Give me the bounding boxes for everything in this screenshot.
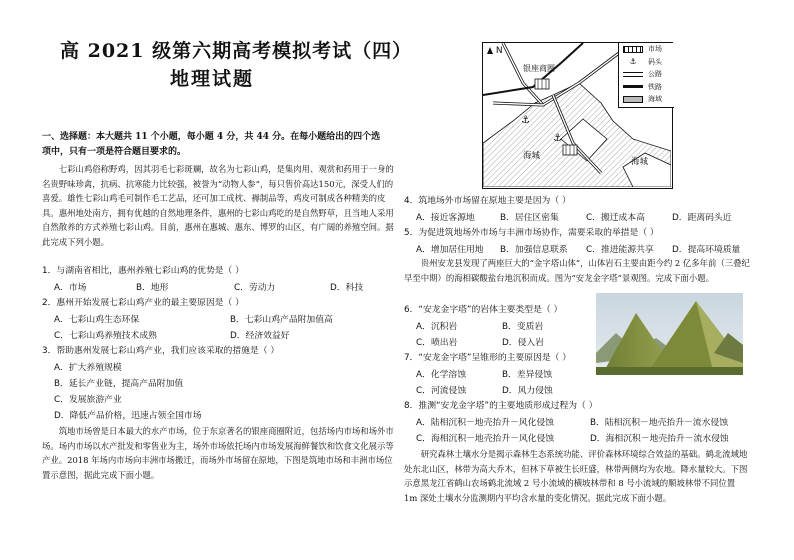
q6-option-a[interactable]: A．沉积岩 (416, 322, 458, 332)
question-8-stem: 8．推测“安龙金字塔”的主要地质形成过程为（ ） (404, 401, 598, 411)
map-label-haicheng-2: 海城 (631, 157, 649, 167)
sea-area-icon (623, 96, 643, 103)
question-7-stem: 7．“安龙金字塔”呈锥形的主要原因是（ ） (404, 353, 572, 363)
question-6-options-row2 (416, 335, 544, 348)
q2-option-b[interactable]: B．七彩山鸡产品附加值高 (230, 315, 333, 325)
q8-option-a[interactable]: A．陆相沉积－地壳抬升－风化侵蚀 (416, 418, 554, 428)
q6-option-d[interactable]: D．侵入岩 (502, 338, 544, 348)
passage-pheasant: 七彩山鸡俗称野鸡，因其羽毛七彩斑斓，故名为七彩山鸡，是集肉用、观赏和药用于一身的名贵野味珍禽，抗病、抗寒能力比较强，被誉为“动物人参”，每只售价高达150元，深受人们的喜爱。雄性七彩山鸡毛可制作毛工艺品，还可加工成枕、褥制品等，鸡皮可制成各种精美的皮具。惠州地处南方，拥有优越的自然地理条件，惠州的七彩山鸡吃的是自然野草，且当地人采用自然散养的方式养殖七彩山鸡。目前，惠州在惠城、惠东、博罗的山区，有广阔的养殖空间。据此完成下列小题。 (42, 164, 394, 247)
question-3-stem: 3．帮助惠州发展七彩山鸡产业，我们应该采取的措施是（ ） (42, 346, 280, 356)
passage-anlong: 贵州安龙县发现了两座巨大的“金字塔山体”，山体岩石主要由距今约 2 亿多年前（三叠纪早至中期）的海相碳酸盐台地沉积而成。图为“安龙金字塔”景观图。完成下面小题。 (404, 258, 750, 283)
passage-forest-soil: 研究森林土壤水分是揭示森林生态系统功能、评价森林环境综合效益的基础。鹤北流域地处东北山区，林带为高大乔木，但林下草被生长旺盛，林带两侧均为农地。降水量较大。下图示意黑龙江省鹤山农场鹤北流域 2 号小流域的横坡林带和 8 号小流域的顺坡林带不同位置 1m 深处土壤水分监测期内平均含水量的变化情况。据此完成下面小题。 (404, 449, 748, 503)
q8-option-c[interactable]: C．海相沉积－地壳抬升－风化侵蚀 (416, 434, 555, 444)
q4-option-c[interactable]: C．搬迁成本高 (586, 213, 645, 223)
question-5-stem: 5．为促进筑地场外市场与丰洲市场协作，需要采取的举措是（ ） (404, 228, 659, 238)
q5-option-c[interactable]: C．推进能源共享 (586, 245, 654, 255)
exam-title: 高 2021 级第六期高考模拟考试（四） (60, 40, 413, 62)
passage-tsukiji: 筑地市场曾是日本最大的水产市场，位于东京著名的银座商圈附近，包括场内市场和场外市场。场内市场以水产批发和零售业为主，场外市场依托场内市场发展海鲜餐饮和饮食文化展示等产业。2018 年场内市场向丰洲市场搬迁，而场外市场留在原地，下图是筑地市场和丰洲市场位置示意图，据此完成下面小题。 (42, 426, 394, 480)
legend-market-label: 市场 (648, 45, 662, 54)
north-arrow-icon (487, 46, 503, 56)
legend-sea-label: 海域 (648, 95, 662, 104)
q1-option-a[interactable]: A．市场 (54, 283, 87, 293)
anlong-pyramid-photo (596, 293, 743, 375)
question-8-options-row1 (416, 415, 728, 428)
q2-option-a[interactable]: A．七彩山鸡生态环保 (54, 315, 140, 325)
q8-option-b[interactable]: B．陆相沉积－地壳抬升－流水侵蚀 (590, 418, 728, 428)
anchor-icon: ⚓ (629, 57, 637, 67)
market-icon (623, 46, 643, 53)
question-7-options-row1 (416, 367, 552, 380)
q7-option-a[interactable]: A．化学溶蚀 (416, 370, 467, 380)
legend-road (619, 68, 674, 81)
q4-option-a[interactable]: A．接近客源地 (416, 213, 475, 223)
q7-option-b[interactable]: B．差异侵蚀 (502, 370, 553, 380)
exam-subtitle: 地理试题 (170, 68, 255, 90)
q5-option-d[interactable]: D．提高环境质量 (672, 245, 741, 255)
svg-text:⚓: ⚓ (553, 133, 562, 144)
q1-option-c[interactable]: C．劳动力 (234, 283, 276, 293)
question-6-options-row1 (416, 319, 543, 332)
map-label-haicheng-1: 海城 (523, 151, 541, 161)
question-1-stem: 1．与湖南省相比，惠州养殖七彩山鸡的优势是（ ） (42, 266, 244, 276)
q8-option-d[interactable]: D．海相沉积－地壳抬升－流水侵蚀 (590, 434, 729, 444)
q5-option-a[interactable]: A．增加居住用地 (416, 245, 484, 255)
legend-railway-label: 铁路 (648, 82, 662, 91)
q7-option-c[interactable]: C．河流侵蚀 (416, 386, 467, 396)
question-1-options (54, 280, 363, 293)
section-heading: 一、选择题：本大题共 11 个小题，每小题 4 分，共 44 分。在每小题给出的四个选项中，只有一项是符合题目要求的。 (42, 132, 381, 157)
q2-option-c[interactable]: C．七彩山鸡养殖技术成熟 (54, 331, 157, 341)
legend-railway (619, 81, 674, 94)
map-label-yinzuo: 银座商圈 (523, 64, 555, 73)
q6-option-b[interactable]: B．变质岩 (502, 322, 544, 332)
road-icon (623, 72, 643, 77)
q3-option-d[interactable]: D．降低产品价格，迅速占领全国市场 (54, 411, 202, 421)
q4-option-d[interactable]: D．距离码头近 (672, 213, 732, 223)
q3-option-b[interactable]: B．延长产业链，提高产品附加值 (54, 379, 184, 389)
legend-road-label: 公路 (648, 70, 662, 79)
svg-text:⚓: ⚓ (521, 115, 530, 126)
legend-pier-label: 码头 (648, 57, 662, 66)
railway-icon (623, 85, 643, 88)
legend-pier (619, 56, 674, 69)
question-5-options (416, 242, 740, 255)
q1-option-d[interactable]: D．科技 (330, 283, 364, 293)
q6-option-c[interactable]: C．喷出岩 (416, 338, 458, 348)
q5-option-b[interactable]: B．加强信息联系 (500, 245, 568, 255)
map-legend (618, 43, 674, 108)
north-label: N (495, 46, 503, 56)
question-4-stem: 4．筑地场外市场留在原地主要是因为（ ） (404, 196, 571, 206)
legend-sea (619, 93, 674, 106)
question-2-stem: 2．惠州开始发展七彩山鸡产业的最主要原因是（ ） (42, 298, 244, 308)
question-4-options (416, 210, 732, 223)
question-8-options-row2 (416, 431, 729, 444)
question-7-options-row2 (416, 383, 553, 396)
q2-option-d[interactable]: D．经济效益好 (230, 331, 290, 341)
q1-option-b[interactable]: B．地形 (136, 283, 169, 293)
q3-option-a[interactable]: A．扩大养殖规模 (54, 363, 122, 373)
question-6-stem: 6．“安龙金字塔”的岩体主要类型是（ ） (404, 305, 563, 315)
q3-option-c[interactable]: C．发展旅游产业 (54, 395, 122, 405)
q7-option-d[interactable]: D．风力侵蚀 (502, 386, 553, 396)
question-2-options-row2 (54, 328, 290, 341)
question-2-options-row1 (54, 312, 333, 325)
legend-market (619, 43, 674, 56)
q4-option-b[interactable]: B．居住区密集 (500, 213, 559, 223)
